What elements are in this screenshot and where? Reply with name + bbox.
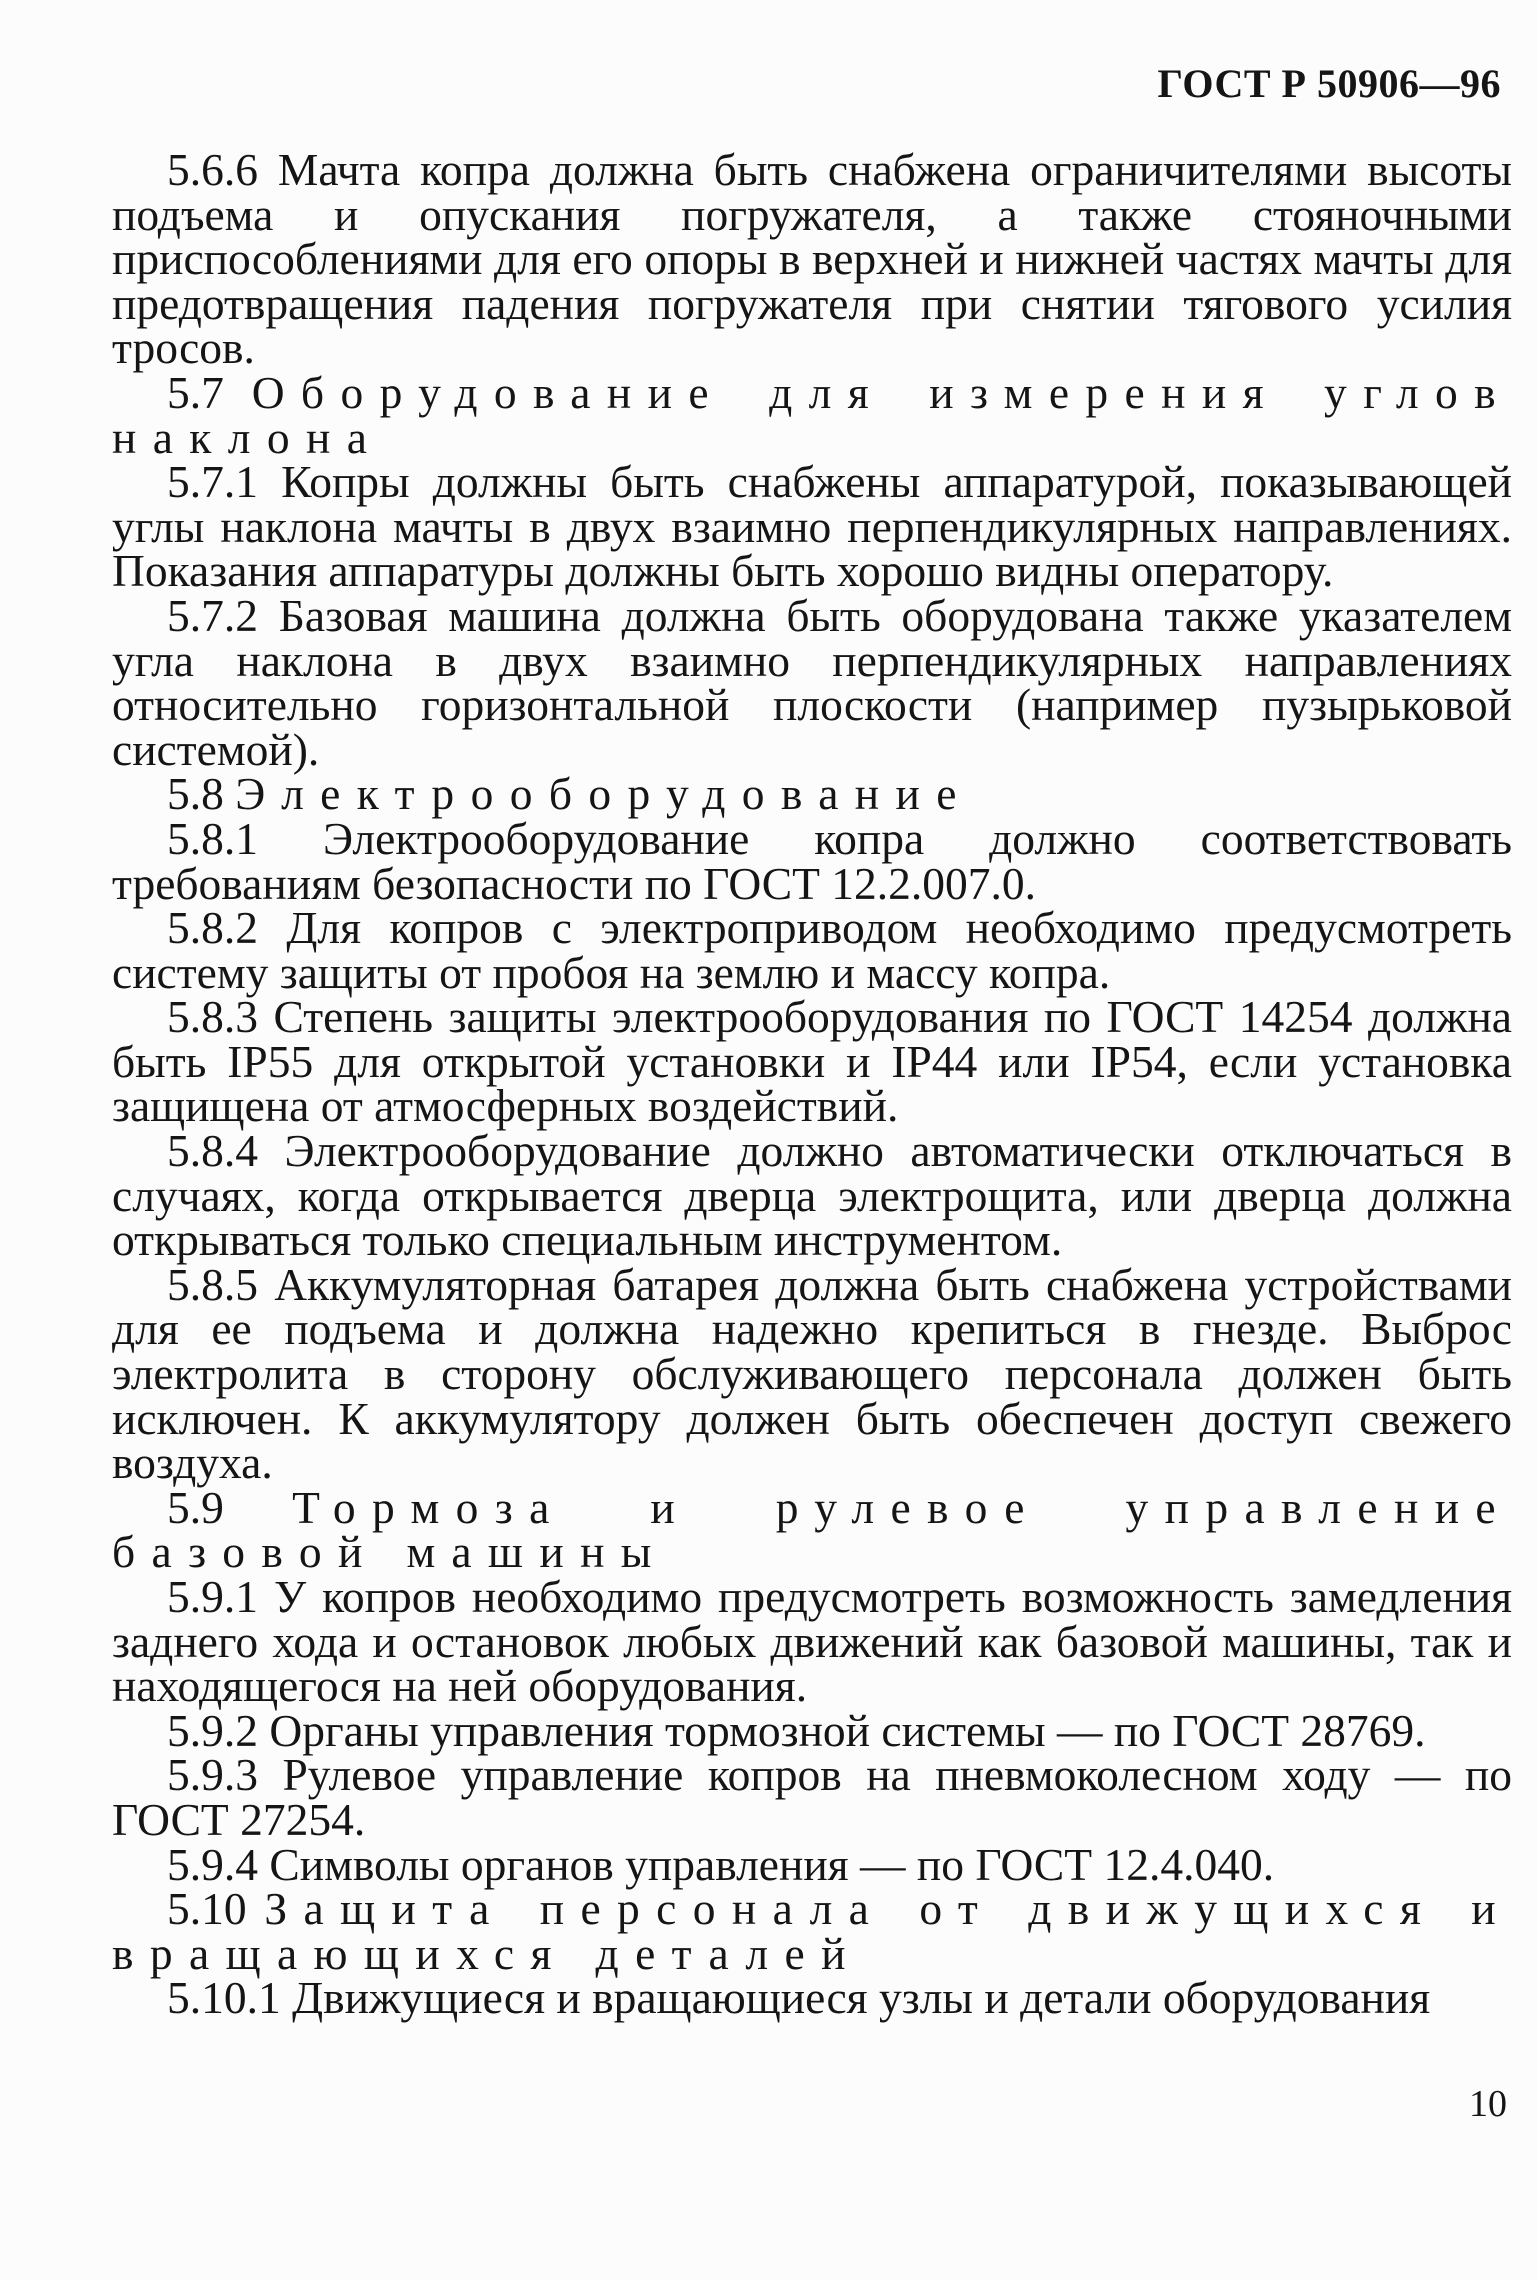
- section-heading-5-8: [112, 768, 1512, 820]
- section-number: 5.10: [167, 1883, 247, 1935]
- clause-number: 5.10.1: [167, 1972, 281, 2024]
- clause-number: 5.8.4: [167, 1125, 258, 1177]
- paragraph-text: Базовая машина должна быть оборудована также указателем угла наклона в двух взаимно перпендикулярных направлениях относительно горизонтальной плоскости (например пузырьковой системой).: [112, 589, 1513, 775]
- clause-number: 5.8.1: [167, 812, 258, 864]
- clause-number: 5.9.2: [167, 1704, 258, 1756]
- paragraph-text: Мачта копра должна быть снабжена ограничителями высоты подъема и опускания погружателя, а также стояночными приспособлениями для его опоры в верхней и нижней частях мачты для предотвращения падения погружателя при снятии тягового усилия тросов.: [112, 144, 1512, 374]
- clause-number: 5.7.1: [167, 456, 258, 508]
- clause-number: 5.9.4: [167, 1838, 258, 1890]
- paragraph-5-9-1: [112, 1571, 1513, 1712]
- paragraph-5-9-3: [112, 1749, 1513, 1845]
- paragraph-5-6-6: [112, 144, 1512, 374]
- paragraph-text: Символы органов управления — по ГОСТ 12.4.040.: [269, 1838, 1275, 1890]
- clause-number: 5.8.2: [167, 902, 258, 954]
- section-heading-5-7: [112, 366, 1513, 463]
- paragraph-5-8-2: [112, 902, 1512, 998]
- paragraph-text: Электрооборудование копра должно соответствовать требованиям безопасности по ГОСТ 12.2.007.0.: [112, 812, 1513, 909]
- paragraph-text: Движущиеся и вращающиеся узлы и детали оборудования: [292, 1972, 1431, 2024]
- section-number: 5.8: [167, 768, 224, 820]
- clause-number: 5.6.6: [167, 144, 258, 195]
- paragraph-5-9-4: [112, 1838, 1512, 1890]
- paragraph-text: Рулевое управление копров на пневмоколесном ходу — по ГОСТ 27254.: [112, 1749, 1513, 1845]
- section-title: Защита персонала от движущихся и вращающихся деталей: [112, 1883, 1513, 1979]
- document-body: [112, 144, 1513, 2024]
- paragraph-5-8-3: [112, 991, 1512, 1132]
- paragraph-text: Степень защиты электрооборудования по ГОСТ 14254 должна быть IP55 для открытой установки и IP44 или IP54, если установка защищена от атмосферных воздействий.: [112, 991, 1512, 1132]
- clause-number: 5.8.5: [167, 1258, 258, 1310]
- paragraph-5-7-1: [112, 456, 1512, 597]
- paragraph-text: Электрооборудование должно автоматически отключаться в случаях, когда открывается дверца электрощита, или дверца должна открываться только специальным инструментом.: [112, 1125, 1513, 1266]
- clause-number: 5.9.3: [167, 1749, 258, 1801]
- paragraph-5-8-5: [112, 1258, 1512, 1489]
- document-header: ГОСТ Р 50906—96: [1157, 61, 1501, 106]
- paragraph-5-9-2: [112, 1704, 1512, 1756]
- section-number: 5.7: [167, 366, 224, 418]
- clause-number: 5.7.2: [167, 589, 258, 641]
- section-title: Электрооборудование: [235, 768, 973, 820]
- paragraph-5-8-1: [112, 812, 1513, 909]
- paragraph-5-8-4: [112, 1125, 1513, 1266]
- paragraph-text: У копров необходимо предусмотреть возможность замедления заднего хода и остановок любых движений как базовой машины, так и находящегося на ней оборудования.: [112, 1571, 1513, 1712]
- paragraph-text: Органы управления тормозной системы — по ГОСТ 28769.: [269, 1704, 1426, 1756]
- paragraph-5-10-1: [112, 1972, 1512, 2024]
- section-title: Оборудование для измерения углов наклона: [112, 366, 1513, 463]
- clause-number: 5.9.1: [167, 1571, 258, 1622]
- paragraph-text: Копры должны быть снабжены аппаратурой, показывающей углы наклона мачты в двух взаимно перпендикулярных направлениях. Показания аппаратуры должны быть хорошо видны оператору.: [112, 456, 1512, 597]
- section-title: Тормоза и рулевое управление базовой машины: [112, 1481, 1512, 1578]
- page-number: 10: [1469, 2083, 1507, 2125]
- section-heading-5-10: [112, 1883, 1513, 1979]
- paragraph-text: Аккумуляторная батарея должна быть снабжена устройствами для ее подъема и должна надежно крепиться в гнезде. Выброс электролита в сторону обслуживающего персонала должен быть исключен. К аккумулятору должен быть обеспечен доступ свежего воздуха.: [112, 1258, 1512, 1489]
- section-number: 5.9: [167, 1481, 224, 1533]
- section-heading-5-9: [112, 1481, 1512, 1578]
- paragraph-5-7-2: [112, 589, 1513, 775]
- clause-number: 5.8.3: [167, 991, 258, 1043]
- paragraph-text: Для копров с электроприводом необходимо предусмотреть систему защиты от пробоя на землю и массу копра.: [112, 902, 1512, 998]
